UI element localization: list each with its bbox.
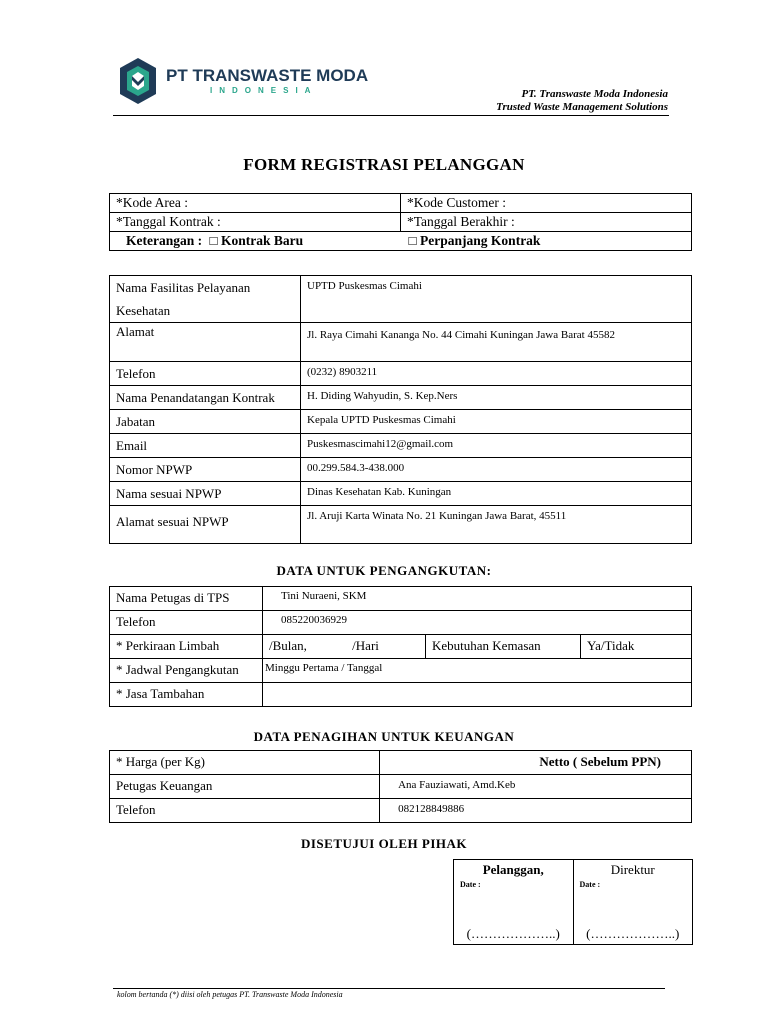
- jasa-tambahan-value[interactable]: [263, 683, 692, 707]
- billing-telefon-value[interactable]: 082128849886: [380, 799, 692, 823]
- kebutuhan-kemasan-value[interactable]: Ya/Tidak: [581, 635, 692, 659]
- perkiraan-limbah-label: * Perkiraan Limbah: [110, 635, 263, 659]
- company-info: [496, 88, 668, 114]
- nama-npwp-label: Nama sesuai NPWP: [110, 482, 301, 506]
- company-name: PT. Transwaste Moda Indonesia: [521, 88, 668, 100]
- petugas-tps-label: Nama Petugas di TPS: [110, 587, 263, 611]
- pelanggan-sign-line: (………………..): [466, 926, 560, 941]
- company-logo: [110, 54, 369, 110]
- alamat-npwp-value[interactable]: Jl. Aruji Karta Winata No. 21 Kuningan Jawa Barat, 45511: [301, 506, 692, 544]
- table-row: [110, 683, 692, 707]
- footer-note: kolom bertanda (*) diisi oleh petugas PT. Transwaste Moda Indonesia: [117, 990, 343, 999]
- logo-subtitle: INDONESIA: [210, 86, 318, 95]
- pelanggan-heading: Pelanggan,: [482, 862, 544, 877]
- email-value[interactable]: Puskesmascimahi12@gmail.com: [301, 434, 692, 458]
- netto-label[interactable]: Netto ( Sebelum PPN): [380, 751, 692, 775]
- tanggal-kontrak-field[interactable]: *Tanggal Kontrak :: [110, 213, 401, 232]
- table-row: [110, 410, 692, 434]
- harga-label: * Harga (per Kg): [110, 751, 380, 775]
- penandatangan-label: Nama Penandatangan Kontrak: [110, 386, 301, 410]
- table-row: [110, 635, 692, 659]
- logo-title: PT TRANSWASTE MODA: [166, 66, 369, 85]
- form-title: FORM REGISTRASI PELANGGAN: [243, 155, 525, 174]
- petugas-keuangan-label: Petugas Keuangan: [110, 775, 380, 799]
- table-row: [110, 458, 692, 482]
- kode-area-field[interactable]: *Kode Area :: [110, 194, 401, 213]
- table-row: [110, 659, 692, 683]
- jadwal-label: * Jadwal Pengangkutan: [110, 659, 263, 683]
- per-bulan: /Bulan,: [269, 638, 307, 653]
- billing-table: [109, 750, 692, 823]
- transport-telefon-label: Telefon: [110, 611, 263, 635]
- pelanggan-date-label: Date :: [460, 880, 481, 889]
- jabatan-label: Jabatan: [110, 410, 301, 434]
- table-row: [110, 434, 692, 458]
- table-row: [110, 506, 692, 544]
- telefon-label: Telefon: [110, 362, 301, 386]
- table-row: [110, 323, 692, 362]
- nama-npwp-value[interactable]: Dinas Kesehatan Kab. Kuningan: [301, 482, 692, 506]
- transport-telefon-value[interactable]: 085220036929: [263, 611, 692, 635]
- transport-section-title: DATA UNTUK PENGANGKUTAN:: [276, 563, 492, 578]
- perpanjang-kontrak-checkbox[interactable]: □ Perpanjang Kontrak: [408, 233, 541, 248]
- table-row: [110, 482, 692, 506]
- kode-customer-field[interactable]: *Kode Customer :: [401, 194, 692, 213]
- billing-section-title: DATA PENAGIHAN UNTUK KEUANGAN: [253, 729, 515, 744]
- table-row: [110, 611, 692, 635]
- jabatan-value[interactable]: Kepala UPTD Puskesmas Cimahi: [301, 410, 692, 434]
- table-row: [110, 276, 692, 323]
- jasa-tambahan-label: * Jasa Tambahan: [110, 683, 263, 707]
- billing-telefon-label: Telefon: [110, 799, 380, 823]
- petugas-tps-value[interactable]: Tini Nuraeni, SKM: [263, 587, 692, 611]
- table-row: [110, 775, 692, 799]
- table-row: [110, 362, 692, 386]
- per-hari: /Hari: [352, 638, 379, 653]
- facility-table: [109, 275, 692, 544]
- tanggal-berakhir-field[interactable]: *Tanggal Berakhir :: [401, 213, 692, 232]
- alamat-value[interactable]: Jl. Raya Cimahi Kananga No. 44 Cimahi Kuningan Jawa Barat 45582: [301, 323, 692, 362]
- direktur-sign-line: (………………..): [586, 926, 680, 941]
- contract-table: [109, 193, 692, 251]
- table-row: [110, 751, 692, 775]
- keterangan-row: [110, 232, 692, 251]
- keterangan-label: Keterangan :: [126, 233, 203, 248]
- kontrak-baru-checkbox[interactable]: □ Kontrak Baru: [209, 233, 304, 248]
- penandatangan-value[interactable]: H. Diding Wahyudin, S. Kep.Ners: [301, 386, 692, 410]
- jadwal-value[interactable]: Minggu Pertama / Tanggal: [263, 659, 692, 683]
- table-row: [110, 587, 692, 611]
- transport-table: [109, 586, 692, 707]
- perkiraan-limbah-input[interactable]: [263, 635, 426, 659]
- direktur-date-label: Date :: [579, 880, 601, 889]
- npwp-label: Nomor NPWP: [110, 458, 301, 482]
- facility-name-value[interactable]: UPTD Puskesmas Cimahi: [301, 276, 692, 323]
- alamat-label: Alamat: [110, 323, 301, 362]
- approval-section-title: DISETUJUI OLEH PIHAK: [300, 836, 468, 851]
- logo-hexagon-icon: [118, 56, 158, 106]
- telefon-value[interactable]: (0232) 8903211: [301, 362, 692, 386]
- table-row: [110, 386, 692, 410]
- facility-name-label: Nama Fasilitas Pelayanan Kesehatan: [110, 276, 301, 323]
- footer-divider: [113, 988, 665, 989]
- company-tagline: Trusted Waste Management Solutions: [496, 101, 668, 113]
- direktur-heading: Direktur: [610, 862, 655, 877]
- email-label: Email: [110, 434, 301, 458]
- signature-table: [453, 859, 693, 945]
- kebutuhan-kemasan-label: Kebutuhan Kemasan: [426, 635, 581, 659]
- header-divider: [113, 115, 669, 116]
- npwp-value[interactable]: 00.299.584.3-438.000: [301, 458, 692, 482]
- table-row: [110, 799, 692, 823]
- petugas-keuangan-value[interactable]: Ana Fauziawati, Amd.Keb: [380, 775, 692, 799]
- pelanggan-signature-box[interactable]: [454, 860, 574, 945]
- direktur-signature-box[interactable]: [573, 860, 693, 945]
- alamat-npwp-label: Alamat sesuai NPWP: [110, 506, 301, 544]
